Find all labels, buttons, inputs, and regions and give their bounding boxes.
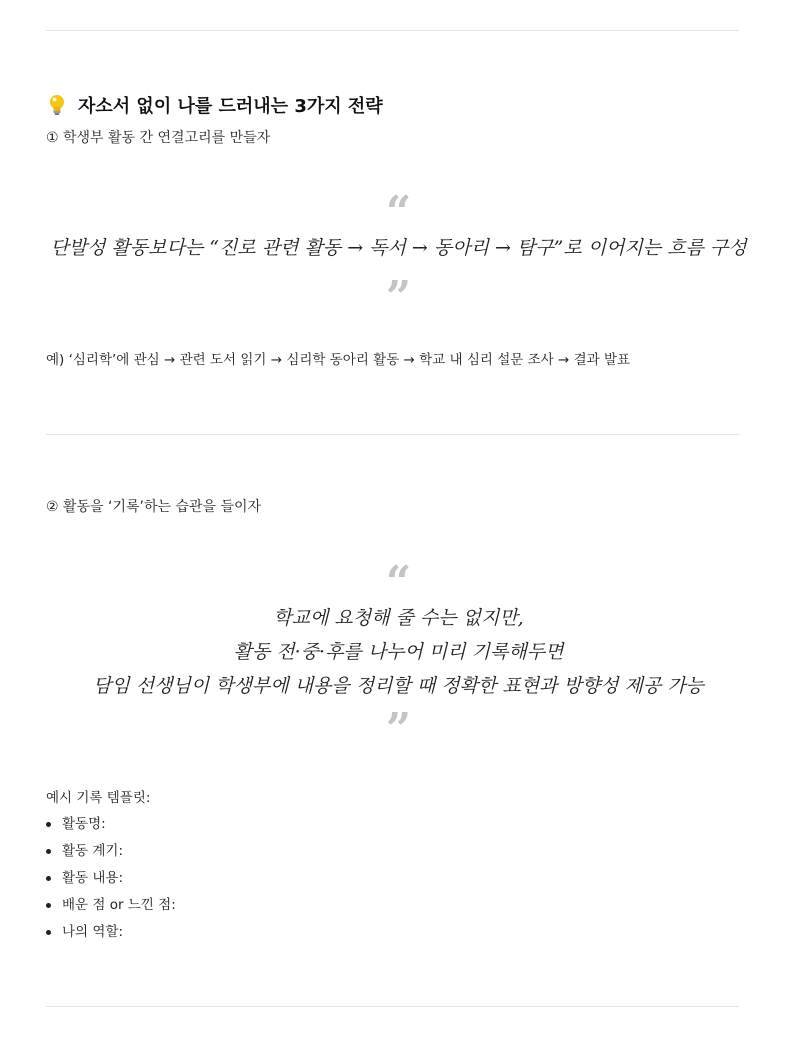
strategy-2-quote-line-1: 학교에 요청해 줄 수는 없지만, (273, 607, 524, 629)
strategy-2-heading: ② 활동을 ‘기록’하는 습관을 들이자 (46, 499, 262, 515)
template-list (46, 814, 176, 949)
list-item-label: 활동 내용: (62, 870, 124, 886)
template-label: 예시 기록 템플릿: (46, 790, 151, 806)
bullet-icon (46, 822, 51, 827)
list-item (46, 922, 176, 949)
list-item-label: 배운 점 or 느낀 점: (62, 897, 176, 913)
strategy-2-quote-line-3: 담임 선생님이 학생부에 내용을 정리할 때 정확한 표현과 방향성 제공 가능 (92, 675, 705, 697)
bullet-icon (46, 876, 51, 881)
strategy-1-example: 예) ‘심리학’에 관심 → 관련 도서 읽기 → 심리학 동아리 활동 → 학교 내 심리 설문 조사 → 결과 발표 (46, 352, 631, 368)
divider-middle (46, 434, 739, 435)
list-item-label: 활동 계기: (62, 843, 124, 859)
quote-close-icon: ” (385, 704, 412, 755)
list-item (46, 868, 176, 895)
bullet-icon (46, 903, 51, 908)
lightbulb-icon (46, 93, 68, 117)
list-item (46, 814, 176, 841)
strategy-2-quote-line-2: 활동 전·중·후를 나누어 미리 기록해두면 (233, 641, 564, 663)
strategy-1-quote: 단발성 활동보다는 “진로 관련 활동 → 독서 → 동아리 → 탐구”로 이어지는 흐름 구성 (50, 237, 747, 259)
section-title (46, 92, 383, 118)
divider-top (46, 30, 739, 31)
list-item-label: 활동명: (62, 816, 106, 832)
bullet-icon (46, 849, 51, 854)
quote-close-icon: ” (385, 272, 412, 323)
list-item-label: 나의 역할: (62, 924, 124, 940)
divider-bottom (46, 1006, 739, 1007)
strategy-1-heading: ① 학생부 활동 간 연결고리를 만들자 (46, 130, 271, 146)
quote-open-icon: “ (385, 187, 412, 238)
list-item (46, 895, 176, 922)
quote-open-icon: “ (385, 557, 412, 608)
bullet-icon (46, 930, 51, 935)
list-item (46, 841, 176, 868)
section-title-text: 자소서 없이 나를 드러내는 3가지 전략 (78, 96, 383, 117)
